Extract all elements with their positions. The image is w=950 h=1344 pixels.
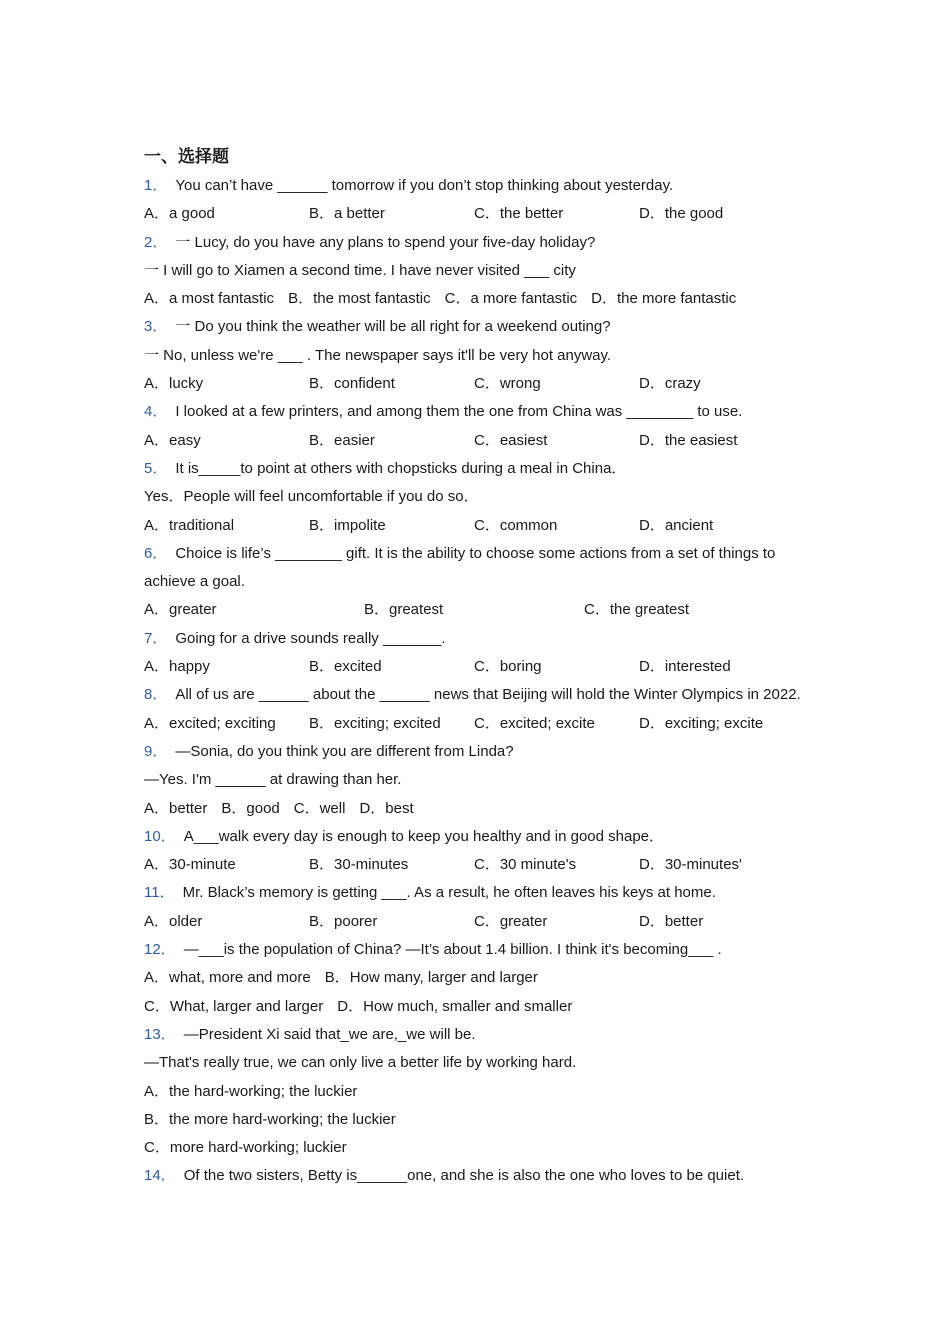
option-d: D．the more fantastic (591, 290, 737, 308)
option-c: C．30 minute's (474, 856, 577, 874)
question-6 (144, 540, 804, 625)
question-stem: 一 Lucy, do you have any plans to spend your five-day holiday? (175, 233, 596, 251)
option-b: B．a better (309, 205, 385, 223)
question-2 (144, 229, 804, 314)
option-a: A．excited; exciting (144, 714, 276, 732)
option-d: D．exciting; excite (639, 714, 764, 732)
question-stem-line: 一 I will go to Xiamen a second time. I have never visited ___ city (144, 261, 576, 279)
question-4 (144, 398, 804, 455)
question-stem-line: —Yes. I'm ______ at drawing than her. (144, 771, 402, 789)
option-b: B．exciting; excited (309, 714, 441, 732)
question-number: 2． (144, 233, 168, 251)
option-a: A．happy (144, 658, 210, 676)
option-a: A．lucky (144, 375, 204, 393)
option-d: D．best (359, 799, 414, 817)
question-number: 9． (144, 742, 168, 760)
question-5 (144, 455, 804, 540)
option-c: C．the greatest (584, 601, 690, 619)
option-a: A．easy (144, 431, 201, 449)
option-b: B．30-minutes (309, 856, 409, 874)
question-stem: All of us are ______ about the ______ news that Beijing will hold the Winter Olympics in 2022. (175, 686, 801, 704)
option-a: A．older (144, 912, 203, 930)
question-stem: —Sonia, do you think you are different from Linda? (175, 742, 514, 760)
question-3 (144, 313, 804, 398)
question-number: 11． (144, 884, 175, 902)
question-number: 7． (144, 629, 168, 647)
option-b: B．the most fantastic (288, 290, 431, 308)
option-c: C．the better (474, 205, 564, 223)
option-c: C．easiest (474, 431, 548, 449)
question-14 (144, 1162, 804, 1190)
option-a: A．a most fantastic (144, 290, 275, 308)
question-number: 14． (144, 1167, 176, 1185)
question-number: 1． (144, 177, 168, 194)
question-number: 12． (144, 941, 176, 959)
option-c: C．more hard-working; luckier (144, 1139, 347, 1157)
question-stem: Going for a drive sounds really _______. (175, 629, 446, 647)
question-7 (144, 625, 804, 682)
question-stem-line: Yes．People will feel uncomfortable if you do so． (144, 488, 479, 506)
option-b: B．the more hard-working; the luckier (144, 1110, 396, 1128)
option-d: D．interested (639, 658, 731, 676)
question-stem: Of the two sisters, Betty is______one, and she is also the one who loves to be quiet. (183, 1167, 745, 1185)
option-c: C．boring (474, 658, 542, 676)
question-stem: You can’t have ______ tomorrow if you don’t stop thinking about yesterday. (175, 177, 674, 194)
question-number: 4． (144, 403, 168, 421)
option-a: A．traditional (144, 516, 235, 534)
question-number: 6． (144, 544, 168, 562)
option-a: A．the hard-working; the luckier (144, 1082, 358, 1100)
option-d: D．ancient (639, 516, 714, 534)
option-c: C．well (293, 799, 346, 817)
question-number: 10． (144, 827, 176, 845)
option-d: D．better (639, 912, 704, 930)
option-a: A．30-minute (144, 856, 236, 874)
option-c: C．excited; excite (474, 714, 595, 732)
option-b: B．poorer (309, 912, 378, 930)
question-stem: Mr. Black’s memory is getting ___. As a result, he often leaves his keys at home. (182, 884, 716, 902)
question-stem: —President Xi said that_we are,_we will be. (183, 1025, 476, 1043)
question-number: 5． (144, 459, 168, 477)
option-d: D．crazy (639, 375, 701, 393)
question-10 (144, 823, 804, 880)
question-12 (144, 936, 804, 1021)
option-c: C．a more fantastic (444, 290, 578, 308)
option-d: D．the easiest (639, 431, 738, 449)
question-number: 13． (144, 1025, 176, 1043)
option-a: A．what, more and more (144, 969, 311, 987)
option-a: A．greater (144, 601, 217, 619)
option-b: B．greatest (364, 601, 444, 619)
option-d: D．the good (639, 205, 724, 223)
question-stem: 一 Do you think the weather will be all right for a weekend outing? (175, 318, 611, 336)
option-a: A．a good (144, 205, 215, 223)
question-9 (144, 738, 804, 823)
option-d: D．30-minutes' (639, 856, 742, 874)
exam-page (144, 146, 804, 1191)
section-title: 一、选择题 (144, 147, 229, 167)
question-stem: It is_____to point at others with chopsticks during a meal in China． (175, 459, 627, 477)
question-number: 8． (144, 686, 168, 704)
question-8 (144, 681, 804, 738)
question-stem-line: 一 No, unless we're ___ . The newspaper says it'll be very hot anyway. (144, 346, 612, 364)
option-b: B．good (221, 799, 280, 817)
option-a: A．better (144, 799, 208, 817)
option-b: B．excited (309, 658, 382, 676)
question-stem: —___is the population of China? —It’s about 1.4 billion. I think it's becoming___ . (183, 941, 722, 959)
option-b: B．easier (309, 431, 375, 449)
option-b: B．confident (309, 375, 395, 393)
question-stem: I looked at a few printers, and among them the one from China was ________ to use. (175, 403, 743, 421)
question-1 (144, 172, 804, 229)
question-stem: Choice is life’s ________ gift. It is the ability to choose some actions from a set of things to achieve a goal. (144, 544, 776, 591)
question-11 (144, 879, 804, 936)
question-stem: A___walk every day is enough to keep you healthy and in good shape． (183, 827, 665, 845)
option-c: C．greater (474, 912, 548, 930)
option-c: C．What, larger and larger (144, 997, 324, 1015)
option-b: B．How many, larger and larger (324, 969, 538, 987)
option-d: D．How much, smaller and smaller (337, 997, 573, 1015)
question-13 (144, 1021, 804, 1162)
option-c: C．common (474, 516, 558, 534)
question-number: 3． (144, 318, 168, 336)
question-stem-line: —That's really true, we can only live a better life by working hard. (144, 1054, 577, 1072)
option-b: B．impolite (309, 516, 386, 534)
option-c: C．wrong (474, 375, 541, 393)
